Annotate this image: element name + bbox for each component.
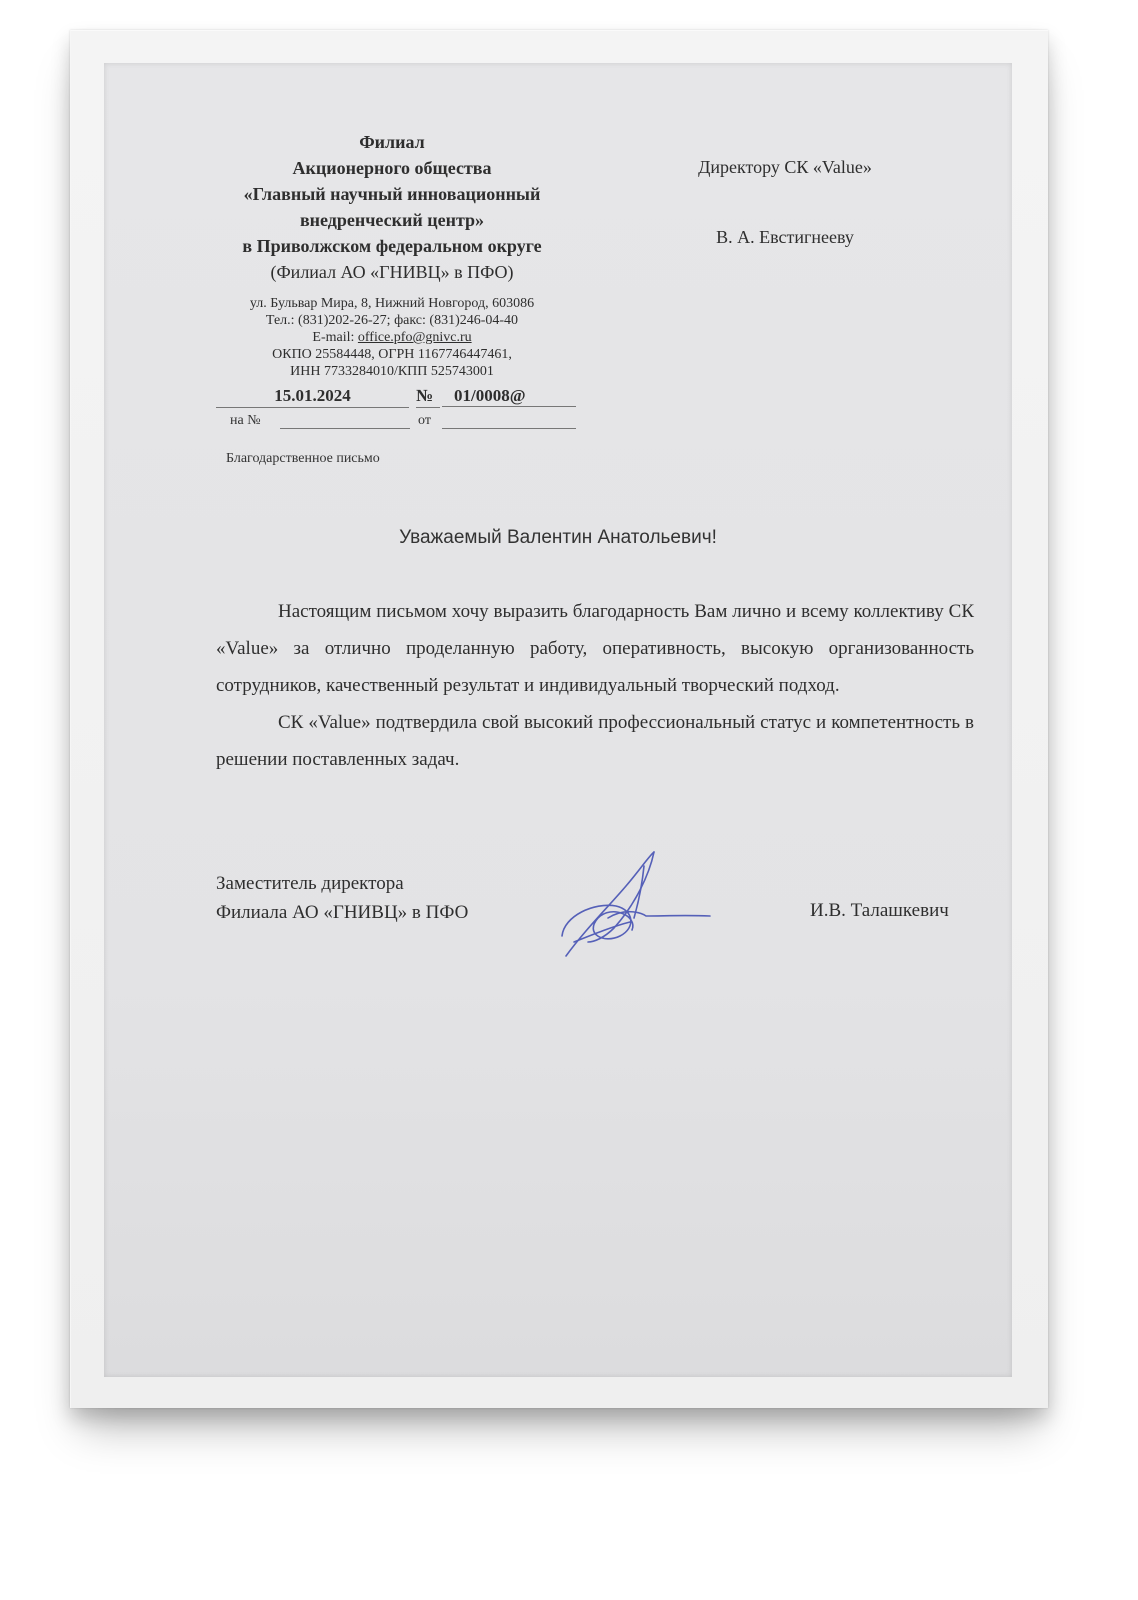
reference-on-blank — [280, 428, 410, 429]
recipient-block — [660, 157, 910, 248]
recipient-line-2: В. А. Евстигнееву — [716, 227, 854, 247]
org-email-line — [216, 329, 568, 346]
signer-title-2: Филиала АО «ГНИВЦ» в ПФО — [216, 902, 469, 923]
reference-number: 01/0008@ — [442, 385, 576, 407]
signer-title — [216, 869, 468, 927]
signer-title-1: Заместитель директора — [216, 873, 404, 894]
letterhead — [216, 129, 568, 380]
reference-date: 15.01.2024 — [216, 385, 409, 408]
org-line-1: Филиал — [359, 132, 425, 152]
org-line-4: внедренческий центр» — [299, 210, 485, 230]
org-okpo: ОКПО 25584448, ОГРН 1167746447461, — [272, 347, 512, 362]
letter-subject: Благодарственное письмо — [226, 451, 380, 466]
recipient-line-1: Директору СК «Value» — [698, 157, 872, 177]
reference-number-label: № — [416, 385, 440, 408]
email-label: E-mail: — [312, 330, 358, 345]
org-address: ул. Бульвар Мира, 8, Нижний Новгород, 603086 — [249, 296, 535, 311]
reference-from-label: от — [418, 413, 431, 428]
org-line-6: (Филиал АО «ГНИВЦ» в ПФО) — [270, 262, 514, 282]
letter-body — [216, 593, 974, 778]
reference-on-label: на № — [230, 413, 261, 428]
body-paragraph-1: Настоящим письмом хочу выразить благодарность Вам лично и всему коллективу СК «Value» за отлично проделанную работу, оперативность, высокую организованность сотрудников, качественный результат и индивидуальный творческий подход. — [216, 601, 974, 696]
signer-name: И.В. Талашкевич — [810, 900, 949, 921]
org-line-5: в Приволжском федеральном округе — [242, 236, 542, 256]
greeting: Уважаемый Валентин Анатольевич! — [399, 527, 717, 548]
org-phones: Тел.: (831)202-26-27; факс: (831)246-04-40 — [265, 313, 519, 328]
org-line-3: «Главный научный инновационный — [243, 184, 541, 204]
org-line-2: Акционерного общества — [292, 158, 492, 178]
email-link[interactable]: office.pfo@gnivc.ru — [357, 330, 472, 345]
handwritten-signature — [554, 846, 714, 961]
letter-sheet — [104, 63, 1012, 1377]
org-contacts — [216, 295, 568, 380]
org-inn: ИНН 7733284010/КПП 525743001 — [290, 364, 494, 379]
body-paragraph-2: СК «Value» подтвердила свой высокий профессиональный статус и компетентность в решении поставленных задач. — [216, 712, 974, 770]
reference-from-blank — [442, 428, 576, 429]
